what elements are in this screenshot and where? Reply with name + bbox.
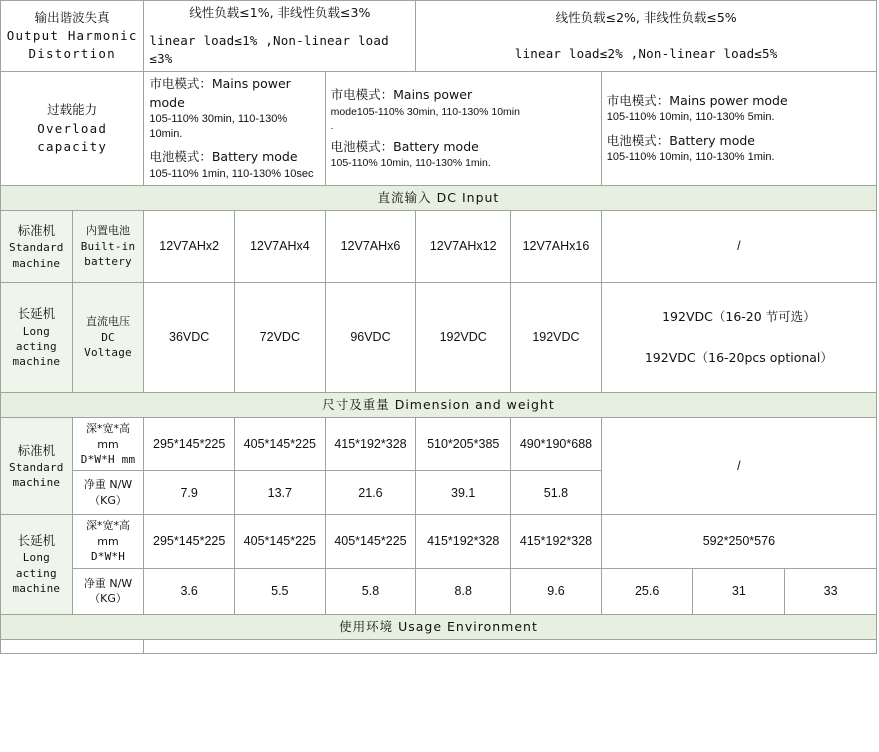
harmonic-label-en-1: Output Harmonic (6, 28, 138, 44)
standard-weight-value-1: 7.9 (144, 471, 235, 515)
standard-battery-label-en-2: machine (12, 256, 61, 270)
table-row-long-dimensions (1, 515, 877, 568)
overload-col2-battery-title: 电池模式：Battery mode (330, 138, 479, 154)
long-weight-value-8: 33 (785, 568, 877, 614)
row-label-long-machine-dc (1, 283, 73, 393)
standard-dim-value-3: 415*192*328 (325, 418, 416, 471)
long-weight-value-6: 25.6 (601, 568, 693, 614)
standard-battery-value-1: 12V7AHx2 (144, 211, 235, 283)
row-sublabel-standard-weight (72, 471, 144, 515)
long-dim-label-en-2: acting (15, 566, 57, 580)
table-row-long-dc-voltage (1, 283, 877, 393)
overload-col2-mains-title-3: . (330, 120, 334, 133)
builtin-battery-cn: 内置电池 (86, 224, 131, 238)
row-sublabel-long-weight (72, 568, 144, 614)
standard-weight-sub-cn: 净重 N/W (83, 478, 133, 492)
row-label-standard-machine-dim (1, 418, 73, 515)
row-sublabel-standard-dim (72, 418, 144, 471)
standard-dim-value-1: 295*145*225 (144, 418, 235, 471)
overload-col1-battery-title: 电池模式：Battery mode (149, 149, 298, 165)
long-dim-sub-en: D*W*H (90, 550, 126, 564)
overload-col3-mains-title: 市电模式：Mains power mode (606, 93, 788, 109)
long-weight-sub-unit: （KG） (89, 592, 127, 606)
long-dc-label-en-2: acting (15, 339, 57, 353)
long-weight-value-5: 9.6 (511, 568, 602, 614)
long-weight-value-4: 8.8 (416, 568, 511, 614)
overload-col3-mains-detail: 105-110% 10min, 110-130% 5min. (606, 111, 775, 124)
standard-battery-value-5: 12V7AHx16 (511, 211, 602, 283)
long-dc-optional-cn: 192VDC（16-20 节可选） (662, 309, 816, 325)
row-label-harmonic (1, 1, 144, 72)
long-dc-label-en-3: machine (12, 355, 61, 369)
standard-weight-value-3: 21.6 (325, 471, 416, 515)
long-dim-value-4: 415*192*328 (416, 515, 511, 568)
harmonic-group1-en-1: linear load≤1% ,Non-linear load (149, 33, 389, 49)
overload-col3-battery-title: 电池模式：Battery mode (606, 132, 755, 148)
long-weight-value-2: 5.5 (235, 568, 326, 614)
long-dc-label-cn: 长延机 (17, 306, 56, 322)
standard-dim-value-na: / (601, 418, 876, 515)
harmonic-group-1 (144, 1, 416, 72)
dc-voltage-cn: 直流电压 (86, 315, 131, 329)
standard-weight-value-2: 13.7 (235, 471, 326, 515)
standard-dim-sub-cn: 深*宽*高 mm (86, 422, 131, 451)
standard-dim-label-cn: 标准机 (17, 442, 56, 458)
long-dc-value-1: 36VDC (144, 283, 235, 393)
standard-dim-label-en-1: Standard (9, 460, 64, 474)
table-row-long-weights (1, 568, 877, 614)
standard-dim-label-en-2: machine (12, 476, 61, 490)
long-dim-value-5: 415*192*328 (511, 515, 602, 568)
row-sublabel-dc-voltage (72, 283, 144, 393)
long-dim-value-3: 405*145*225 (325, 515, 416, 568)
table-row-standard-dimensions (1, 418, 877, 471)
table-row-standard-battery (1, 211, 877, 283)
builtin-battery-en-1: Built-in (80, 239, 136, 253)
long-weight-sub-cn: 净重 N/W (83, 576, 133, 590)
row-label-standard-machine-battery (1, 211, 73, 283)
standard-battery-value-na: / (601, 211, 876, 283)
row-label-overload (1, 72, 144, 186)
overload-col2-mains-title-1: 市电模式：Mains power (330, 87, 473, 103)
overload-col1-battery-detail: 105-110% 1min, 110-130% 10sec (149, 167, 314, 180)
long-dc-value-optional (601, 283, 876, 393)
overload-col2-mains-title-2: mode105-110% 30min, 110-130% 10min (330, 105, 520, 118)
table-row-dimension-band (1, 393, 877, 418)
overload-col2-battery-detail: 105-110% 10min, 110-130% 1min. (330, 157, 491, 170)
standard-weight-sub-unit: （KG） (89, 493, 127, 507)
row-label-long-machine-dim (1, 515, 73, 614)
harmonic-group2-en: linear load≤2% ,Non-linear load≤5% (514, 46, 778, 62)
harmonic-group1-en-2: ≤3% (149, 51, 173, 67)
long-dc-value-2: 72VDC (235, 283, 326, 393)
standard-weight-value-4: 39.1 (416, 471, 511, 515)
harmonic-label-en-2: Distortion (28, 46, 116, 62)
row-sublabel-builtin-battery (72, 211, 144, 283)
long-weight-value-3: 5.8 (325, 568, 416, 614)
overload-col-1 (144, 72, 325, 186)
builtin-battery-en-2: battery (84, 255, 132, 269)
long-weight-value-1: 3.6 (144, 568, 235, 614)
long-dc-value-4: 192VDC (416, 283, 511, 393)
harmonic-group2-cn: 线性负载≤2%, 非线性负载≤5% (555, 10, 737, 26)
usage-cell-label (1, 639, 144, 653)
long-dim-value-2: 405*145*225 (235, 515, 326, 568)
standard-battery-label-cn: 标准机 (17, 223, 56, 239)
long-dim-label-cn: 长延机 (17, 533, 56, 549)
standard-dim-value-4: 510*205*385 (416, 418, 511, 471)
long-dim-value-large: 592*250*576 (601, 515, 876, 568)
dc-voltage-en: DC Voltage (84, 330, 132, 360)
long-dim-label-en-3: machine (12, 582, 61, 596)
standard-battery-value-3: 12V7AHx6 (325, 211, 416, 283)
harmonic-label-cn: 输出谐波失真 (34, 10, 110, 25)
table-row-harmonic (1, 1, 877, 72)
overload-label-en-1: Overload (37, 120, 108, 136)
table-row-usage-band (1, 614, 877, 639)
long-dc-value-5: 192VDC (511, 283, 602, 393)
standard-weight-value-5: 51.8 (511, 471, 602, 515)
overload-col1-mains-title: 市电模式：Mains power mode (149, 76, 291, 110)
harmonic-group1-cn: 线性负载≤1%, 非线性负载≤3% (189, 5, 371, 20)
standard-dim-value-2: 405*145*225 (235, 418, 326, 471)
overload-col-2 (325, 72, 601, 186)
long-dim-value-1: 295*145*225 (144, 515, 235, 568)
standard-battery-value-2: 12V7AHx4 (235, 211, 326, 283)
overload-col3-battery-detail: 105-110% 10min, 110-130% 1min. (606, 150, 775, 163)
overload-label-cn: 过载能力 (47, 102, 98, 118)
row-sublabel-long-dim (72, 515, 144, 568)
long-dc-value-3: 96VDC (325, 283, 416, 393)
standard-battery-value-4: 12V7AHx12 (416, 211, 511, 283)
section-header-usage: 使用环境 Usage Environment (1, 614, 877, 639)
long-weight-value-7: 31 (693, 568, 785, 614)
long-dc-optional-en: 192VDC（16-20pcs optional） (644, 349, 833, 365)
overload-col1-mains-detail: 105-110% 30min, 110-130% 10min. (149, 112, 288, 141)
standard-battery-label-en-1: Standard (9, 241, 64, 255)
usage-cell-value (144, 639, 877, 653)
table-row-overload (1, 72, 877, 186)
section-header-dc-input: 直流输入 DC Input (1, 185, 877, 210)
overload-col-3 (601, 72, 876, 186)
long-dim-label-en-1: Long (22, 551, 50, 565)
harmonic-group-2 (416, 1, 877, 72)
section-header-dimension: 尺寸及重量 Dimension and weight (1, 393, 877, 418)
long-dc-label-en-1: Long (22, 324, 50, 338)
table-row-usage-partial (1, 639, 877, 653)
overload-label-en-2: capacity (37, 138, 108, 154)
table-row-dc-input-band (1, 185, 877, 210)
long-dim-sub-cn: 深*宽*高 mm (86, 519, 131, 548)
standard-dim-sub-en: D*W*H mm (80, 452, 136, 466)
standard-dim-value-5: 490*190*688 (511, 418, 602, 471)
